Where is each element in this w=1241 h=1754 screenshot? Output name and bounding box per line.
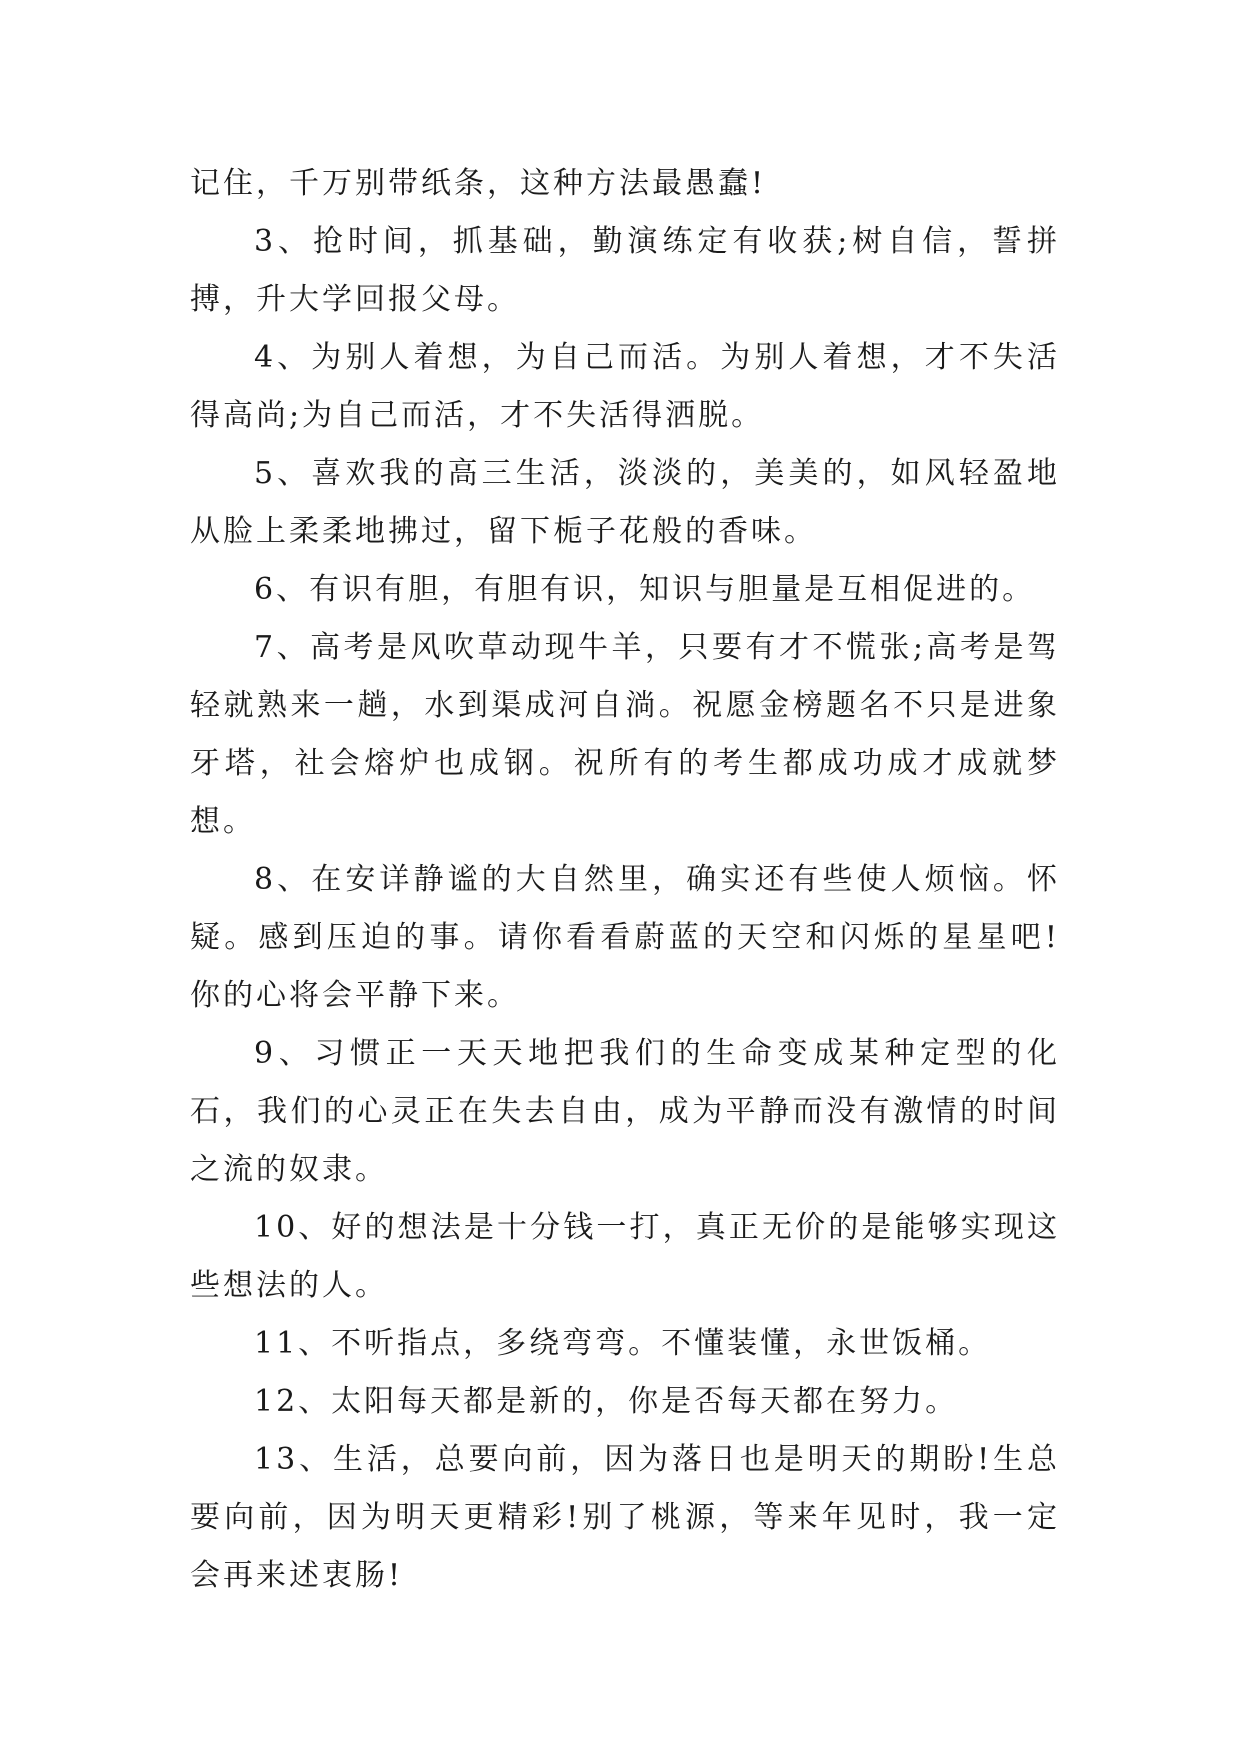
list-item-3: 3、抢时间，抓基础，勤演练定有收获;树自信，誓拼搏，升大学回报父母。 bbox=[190, 224, 1060, 317]
list-item-13: 13、生活，总要向前，因为落日也是明天的期盼!生总要向前，因为明天更精彩!别了桃源，等来年见时，我一定会再来述衷肠! bbox=[190, 1442, 1060, 1593]
list-item-5: 5、喜欢我的高三生活，淡淡的，美美的，如风轻盈地从脸上柔柔地拂过，留下栀子花般的香味。 bbox=[190, 456, 1060, 549]
list-item-10: 10、好的想法是十分钱一打，真正无价的是能够实现这些想法的人。 bbox=[190, 1210, 1060, 1303]
list-item-9: 9、习惯正一天天地把我们的生命变成某种定型的化石，我们的心灵正在失去自由，成为平静而没有激情的时间之流的奴隶。 bbox=[190, 1036, 1060, 1187]
list-item-11: 11、不听指点，多绕弯弯。不懂装懂，永世饭桶。 bbox=[254, 1326, 992, 1361]
document-page bbox=[190, 155, 1060, 1605]
list-item-8: 8、在安详静谧的大自然里，确实还有些使人烦恼。怀疑。感到压迫的事。请你看看蔚蓝的天空和闪烁的星星吧!你的心将会平静下来。 bbox=[190, 862, 1060, 1013]
list-item-6: 6、有识有胆，有胆有识，知识与胆量是互相促进的。 bbox=[254, 572, 1036, 607]
list-item-7: 7、高考是风吹草动现牛羊，只要有才不慌张;高考是驾轻就熟来一趟，水到渠成河自淌。祝愿金榜题名不只是进象牙塔，社会熔炉也成钢。祝所有的考生都成功成才成就梦想。 bbox=[190, 630, 1060, 839]
list-item-12: 12、太阳每天都是新的，你是否每天都在努力。 bbox=[254, 1384, 959, 1419]
paragraph-continuation: 记住，千万别带纸条，这种方法最愚蠢! bbox=[190, 166, 767, 201]
list-item-4: 4、为别人着想，为自己而活。为别人着想，才不失活得高尚;为自己而活，才不失活得洒脱。 bbox=[190, 340, 1060, 433]
